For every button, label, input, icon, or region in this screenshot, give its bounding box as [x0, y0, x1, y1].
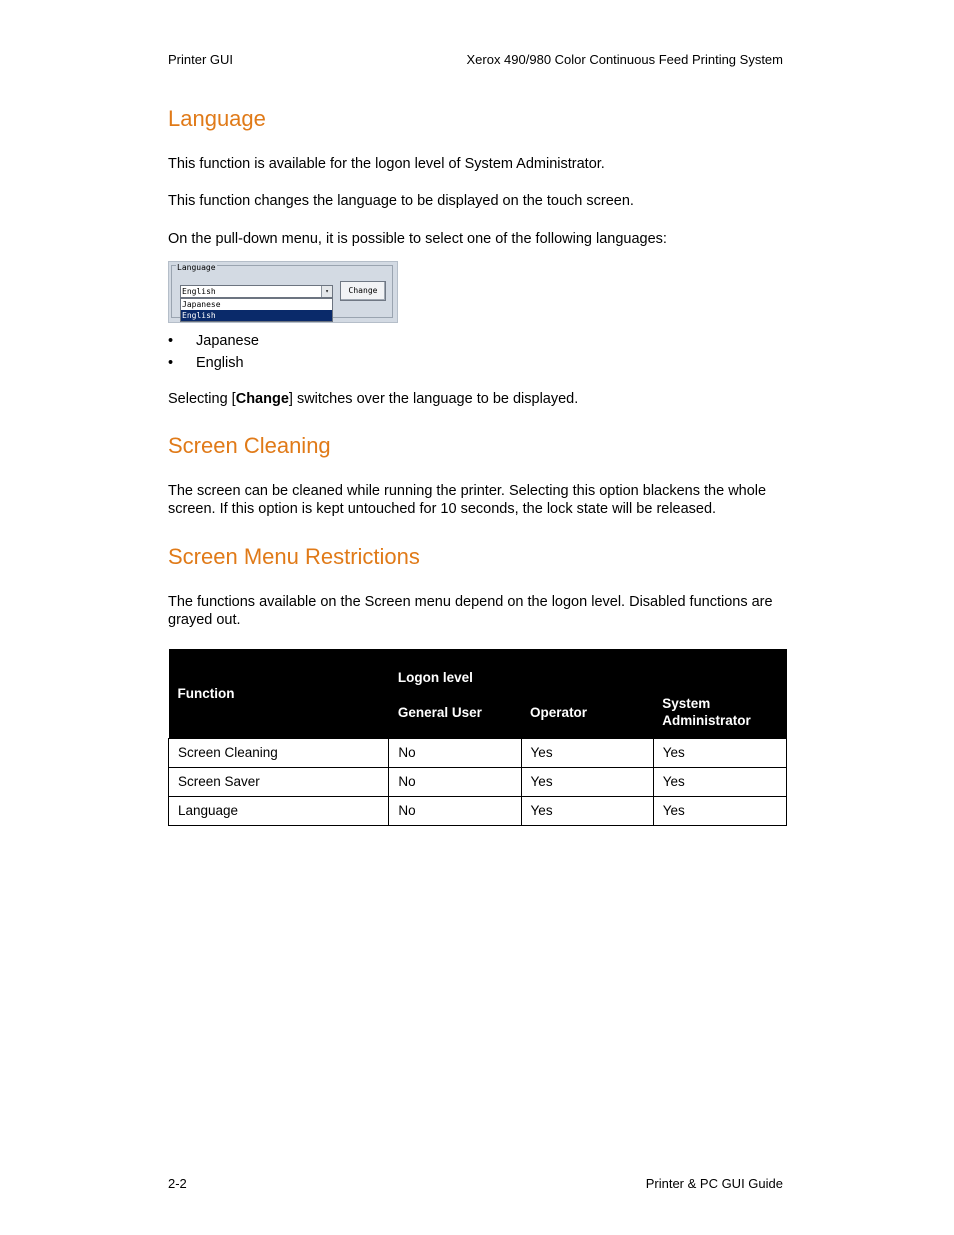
- language-list: [168, 330, 259, 374]
- logon-level-table: [168, 649, 787, 826]
- table-cell: Yes: [653, 767, 786, 796]
- running-footer-right: Printer & PC GUI Guide: [645, 1176, 783, 1191]
- language-paragraph-3: On the pull-down menu, it is possible to select one of the following languages:: [168, 231, 667, 247]
- table-row: [169, 767, 787, 796]
- table-cell: Yes: [653, 796, 786, 825]
- language-select[interactable]: [180, 285, 333, 298]
- section-heading-language: Language: [168, 106, 266, 131]
- table-cell: No: [389, 738, 521, 767]
- text-run: ] switches over the language to be displayed.: [288, 391, 579, 407]
- running-header-right: Xerox 490/980 Color Continuous Feed Printing System: [466, 52, 783, 67]
- screen-menu-restrictions-paragraph: The functions available on the Screen menu depend on the logon level. Disabled functions are grayed out.: [168, 594, 773, 628]
- language-select-value: English: [182, 287, 216, 296]
- language-fieldset-legend: Language: [177, 263, 216, 272]
- table-row: [169, 738, 787, 767]
- table-row: [169, 796, 787, 825]
- page-number: 2-2: [168, 1176, 187, 1191]
- chevron-down-icon[interactable]: ▾: [321, 286, 332, 297]
- text-run: Selecting [: [168, 391, 236, 407]
- table-header-logon-level: Logon level: [389, 649, 787, 687]
- table-cell: Screen Cleaning: [169, 738, 389, 767]
- language-option-japanese[interactable]: Japanese: [182, 300, 221, 309]
- table-cell: Yes: [521, 796, 653, 825]
- section-heading-screen-menu-restrictions: Screen Menu Restrictions: [168, 544, 420, 569]
- table-cell: No: [389, 767, 521, 796]
- list-item: • Japanese: [168, 330, 259, 352]
- language-dropdown-screenshot: [168, 261, 398, 323]
- list-item: • English: [168, 352, 259, 374]
- table-cell: Language: [169, 796, 389, 825]
- screen-cleaning-paragraph: The screen can be cleaned while running the printer. Selecting this option blackens the whole screen. If this option is kept untouched for 10 seconds, the lock state will be released.: [168, 483, 767, 517]
- table-cell: Screen Saver: [169, 767, 389, 796]
- table-header-system-administrator: System Administrator: [653, 687, 786, 738]
- table-cell: No: [389, 796, 521, 825]
- table-header-function: Function: [169, 649, 389, 738]
- table-header-operator: Operator: [521, 687, 653, 738]
- language-paragraph-4: [168, 390, 786, 408]
- change-button[interactable]: Change: [340, 281, 386, 301]
- table-cell: Yes: [521, 767, 653, 796]
- running-header-left: Printer GUI: [168, 52, 234, 67]
- language-options-list[interactable]: [180, 298, 333, 322]
- table-header-general-user: General User: [389, 687, 521, 738]
- section-heading-screen-cleaning: Screen Cleaning: [168, 433, 331, 458]
- change-bold-label: Change: [235, 391, 289, 407]
- language-paragraph-1: This function is available for the logon level of System Administrator.: [168, 156, 605, 172]
- language-option-english[interactable]: English: [181, 310, 332, 321]
- table-cell: Yes: [653, 738, 786, 767]
- language-paragraph-2: This function changes the language to be displayed on the touch screen.: [168, 193, 634, 209]
- table-cell: Yes: [521, 738, 653, 767]
